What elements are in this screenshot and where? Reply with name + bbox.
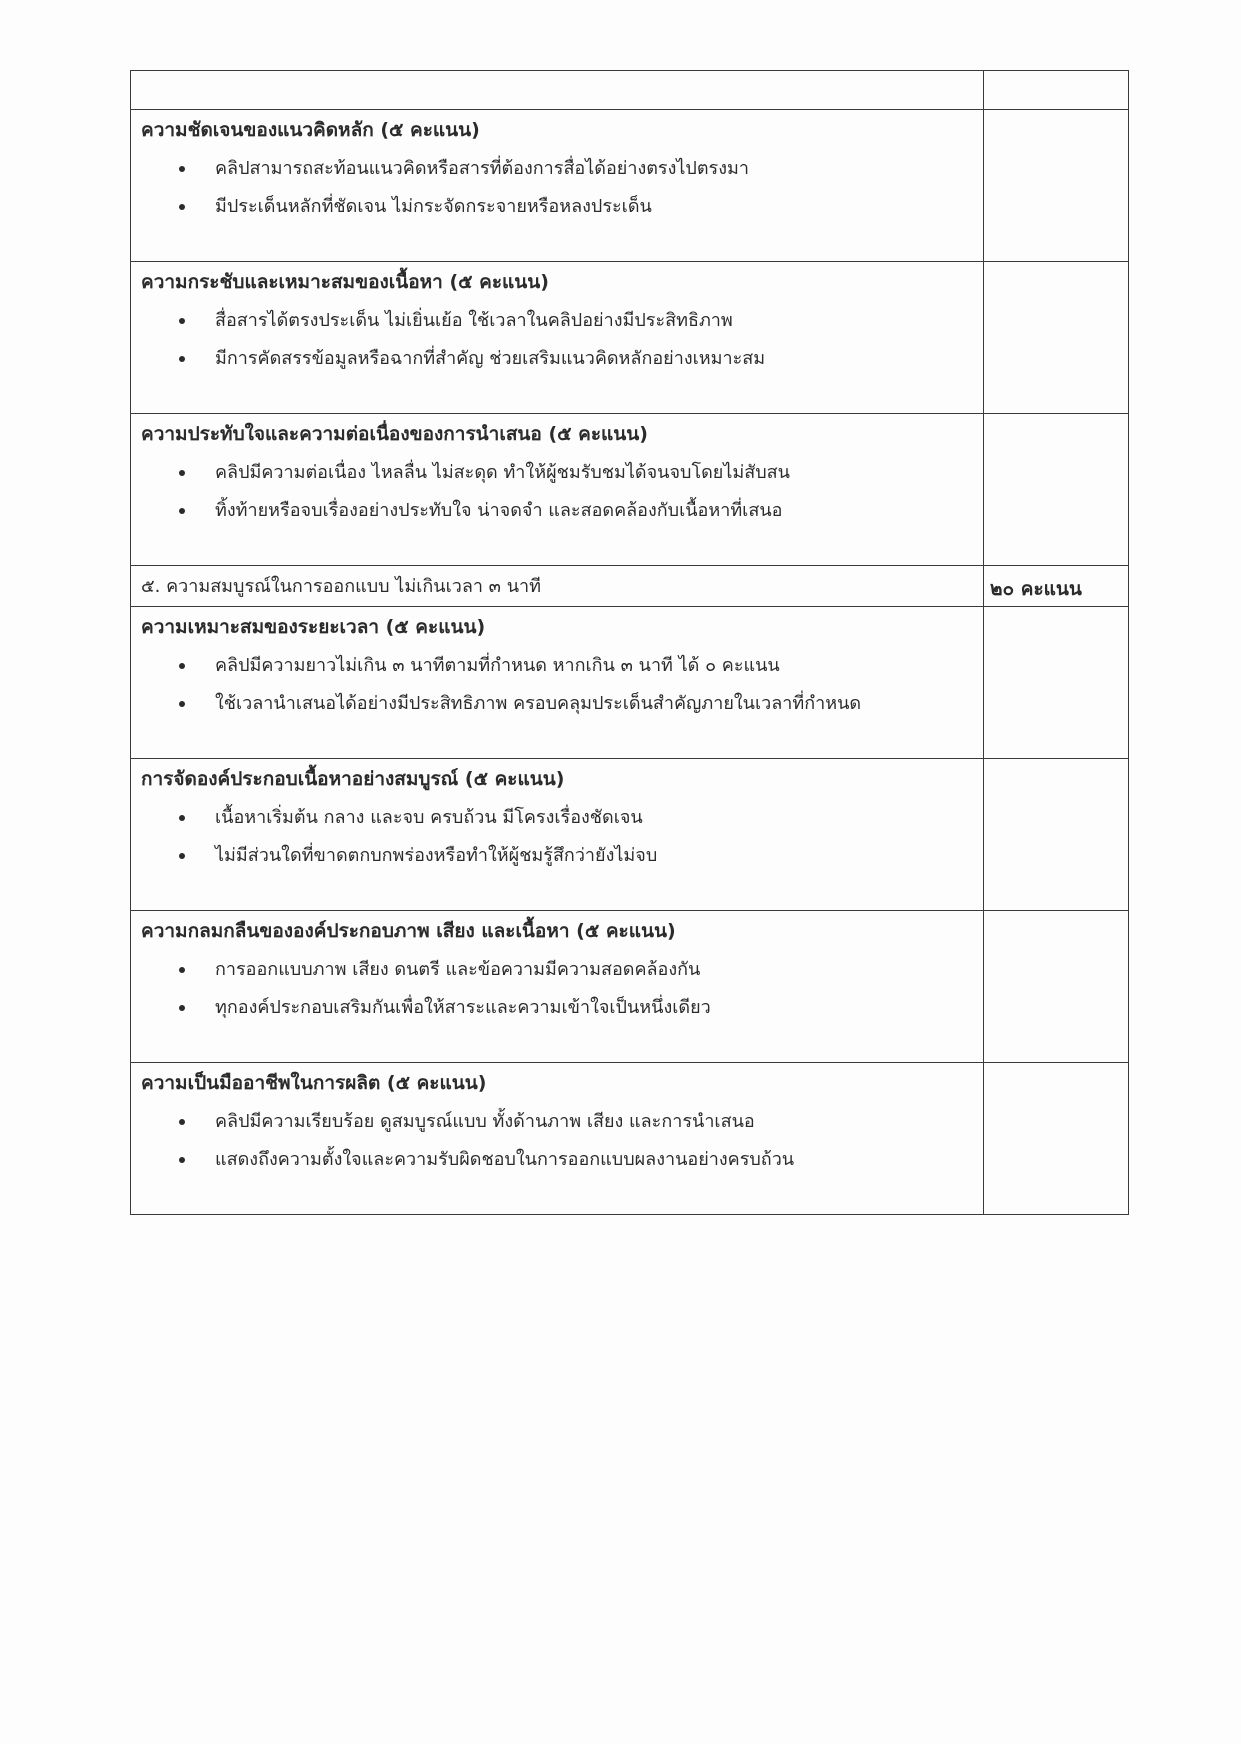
bullet-item <box>131 685 983 723</box>
bullet-text: มีประเด็นหลักที่ชัดเจน ไม่กระจัดกระจายหรือหลงประเด็น <box>215 196 652 217</box>
criterion-row <box>131 262 1129 414</box>
criterion-row <box>131 607 1129 759</box>
criterion-row <box>131 911 1129 1063</box>
bullet-text: คลิปมีความยาวไม่เกิน ๓ นาทีตามที่กำหนด หากเกิน ๓ นาที ได้ ๐ คะแนน <box>215 655 780 676</box>
criterion-title: ความประทับใจและความต่อเนื่องของการนำเสนอ (๕ คะแนน) <box>141 423 648 445</box>
section-score: ๒๐ คะแนน <box>990 578 1082 600</box>
section-label: ๕. ความสมบูรณ์ในการออกแบบ ไม่เกินเวลา ๓ นาที <box>141 576 541 597</box>
bullet-icon <box>179 318 185 324</box>
bullet-text: คลิปสามารถสะท้อนแนวคิดหรือสารที่ต้องการสื่อได้อย่างตรงไปตรงมา <box>215 158 749 179</box>
bullet-item <box>131 188 983 226</box>
score-cell <box>984 262 1129 414</box>
bullet-text: สื่อสารได้ตรงประเด็น ไม่เยิ่นเย้อ ใช้เวลาในคลิปอย่างมีประสิทธิภาพ <box>215 310 733 331</box>
criterion-row <box>131 1063 1129 1215</box>
bullet-item <box>131 837 983 875</box>
bullet-icon <box>179 1119 185 1125</box>
bullet-text: คลิปมีความเรียบร้อย ดูสมบูรณ์แบบ ทั้งด้านภาพ เสียง และการนำเสนอ <box>215 1111 755 1132</box>
criterion-cell <box>131 607 984 759</box>
bullet-icon <box>179 663 185 669</box>
bullet-icon <box>179 815 185 821</box>
criterion-cell <box>131 414 984 566</box>
score-cell <box>984 759 1129 911</box>
bullet-icon <box>179 166 185 172</box>
bullet-icon <box>179 470 185 476</box>
criterion-bullets <box>131 150 983 226</box>
criterion-cell <box>131 759 984 911</box>
criterion-row <box>131 110 1129 262</box>
criteria-cell-empty <box>131 71 984 110</box>
bullet-item <box>131 951 983 989</box>
bullet-text: การออกแบบภาพ เสียง ดนตรี และข้อความมีความสอดคล้องกัน <box>215 959 701 980</box>
bullet-item <box>131 799 983 837</box>
bullet-icon <box>179 853 185 859</box>
criterion-bullets <box>131 951 983 1027</box>
bullet-text: ใช้เวลานำเสนอได้อย่างมีประสิทธิภาพ ครอบคลุมประเด็นสำคัญภายในเวลาที่กำหนด <box>215 693 862 714</box>
bullet-icon <box>179 967 185 973</box>
criterion-cell <box>131 262 984 414</box>
score-cell <box>984 1063 1129 1215</box>
criterion-bullets <box>131 799 983 875</box>
bullet-icon <box>179 204 185 210</box>
bullet-text: เนื้อหาเริ่มต้น กลาง และจบ ครบถ้วน มีโครงเรื่องชัดเจน <box>215 807 643 828</box>
table-header-row <box>131 71 1129 110</box>
bullet-item <box>131 302 983 340</box>
criterion-title: ความเหมาะสมของระยะเวลา (๕ คะแนน) <box>141 616 486 638</box>
criterion-cell <box>131 911 984 1063</box>
bullet-item <box>131 1141 983 1179</box>
criterion-title: ความเป็นมืออาชีพในการผลิต (๕ คะแนน) <box>141 1072 487 1094</box>
score-cell <box>984 110 1129 262</box>
bullet-text: แสดงถึงความตั้งใจและความรับผิดชอบในการออกแบบผลงานอย่างครบถ้วน <box>215 1149 795 1170</box>
criterion-row <box>131 759 1129 911</box>
criterion-title: ความชัดเจนของแนวคิดหลัก (๕ คะแนน) <box>141 119 480 141</box>
bullet-icon <box>179 356 185 362</box>
score-cell-empty <box>984 71 1129 110</box>
bullet-item <box>131 150 983 188</box>
bullet-item <box>131 340 983 378</box>
section-score-cell <box>984 566 1129 607</box>
criterion-title: ความกระชับและเหมาะสมของเนื้อหา (๕ คะแนน) <box>141 271 549 293</box>
scoring-table <box>130 70 1129 1215</box>
score-cell <box>984 414 1129 566</box>
bullet-item <box>131 454 983 492</box>
bullet-item <box>131 647 983 685</box>
bullet-text: ทิ้งท้ายหรือจบเรื่องอย่างประทับใจ น่าจดจำ และสอดคล้องกับเนื้อหาที่เสนอ <box>215 500 783 521</box>
criterion-bullets <box>131 647 983 723</box>
criterion-bullets <box>131 1103 983 1179</box>
bullet-icon <box>179 1157 185 1163</box>
bullet-item <box>131 1103 983 1141</box>
bullet-icon <box>179 508 185 514</box>
bullet-text: ทุกองค์ประกอบเสริมกันเพื่อให้สาระและความเข้าใจเป็นหนึ่งเดียว <box>215 997 711 1018</box>
bullet-text: ไม่มีส่วนใดที่ขาดตกบกพร่องหรือทำให้ผู้ชมรู้สึกว่ายังไม่จบ <box>215 845 658 866</box>
criterion-cell <box>131 110 984 262</box>
criterion-cell <box>131 1063 984 1215</box>
bullet-item <box>131 492 983 530</box>
criterion-bullets <box>131 454 983 530</box>
bullet-text: มีการคัดสรรข้อมูลหรือฉากที่สำคัญ ช่วยเสริมแนวคิดหลักอย่างเหมาะสม <box>215 348 766 369</box>
bullet-item <box>131 989 983 1027</box>
criterion-row <box>131 414 1129 566</box>
score-cell <box>984 607 1129 759</box>
criterion-title: การจัดองค์ประกอบเนื้อหาอย่างสมบูรณ์ (๕ คะแนน) <box>141 768 565 790</box>
score-cell <box>984 911 1129 1063</box>
section-label-cell <box>131 566 984 607</box>
bullet-icon <box>179 701 185 707</box>
criterion-bullets <box>131 302 983 378</box>
section-row <box>131 566 1129 607</box>
criterion-title: ความกลมกลืนขององค์ประกอบภาพ เสียง และเนื้อหา (๕ คะแนน) <box>141 920 676 942</box>
bullet-text: คลิปมีความต่อเนื่อง ไหลลื่น ไม่สะดุด ทำให้ผู้ชมรับชมได้จนจบโดยไม่สับสน <box>215 462 790 483</box>
bullet-icon <box>179 1005 185 1011</box>
